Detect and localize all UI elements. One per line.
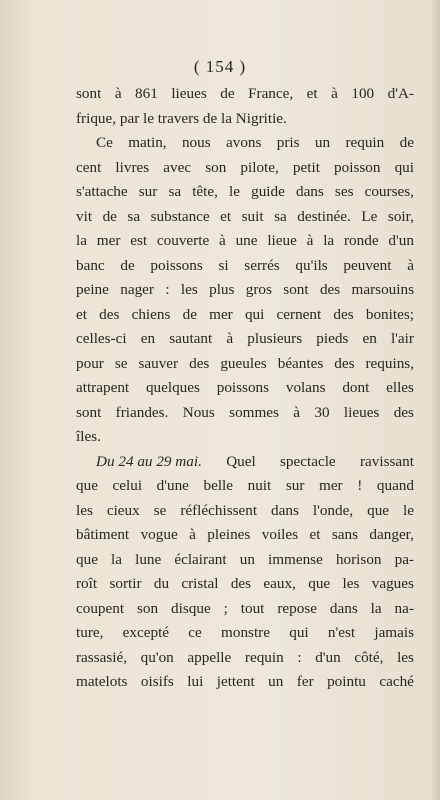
text-line: banc de poissons si serrés qu'ils peuvent à: [76, 256, 414, 274]
page-number-header: ( 154 ): [193, 57, 247, 76]
text-line: la mer est couverte à une lieue à la ronde d'un: [76, 232, 414, 249]
text-line: Ce matin, nous avons pris un requin de: [96, 134, 414, 151]
text-line: sont friandes. Nous sommes à 30 lieues des: [76, 403, 414, 421]
text-line: frique, par le travers de la Nigritie.: [76, 109, 287, 127]
text-line: que celui d'une belle nuit sur mer ! quand: [76, 477, 414, 494]
text-line: cent livres avec son pilote, petit poisson qui: [76, 158, 414, 176]
text-line: celles-ci en sautant à plusieurs pieds en l'air: [76, 330, 414, 347]
body-text: [76, 82, 414, 695]
text-line: que la lune éclairant un immense horison pa-: [76, 550, 414, 568]
text-line: bâtiment vogue à pleines voiles et sans danger,: [76, 526, 414, 543]
text-line: et des chiens de mer qui cernent des bonites;: [76, 305, 414, 323]
text-line: s'attache sur sa tête, le guide dans ses courses,: [76, 183, 414, 200]
text-line: pour se sauver des gueules béantes des requins,: [76, 354, 414, 372]
text-line: attrapent quelques poissons volans dont elles: [76, 379, 414, 396]
date-heading: Du 24 au 29 mai.: [96, 452, 202, 470]
text-line: roît sortir du cristal des eaux, que les vagues: [76, 575, 414, 592]
text-line: îles.: [76, 428, 101, 445]
text-line: les cieux se réfléchissent dans l'onde, que le: [76, 501, 414, 519]
text-line: Du 24 au 29 mai. Quel spectacle ravissant: [76, 450, 414, 475]
text-line: rassasié, qu'on appelle requin : d'un côté, les: [76, 648, 414, 666]
text-line: vit de sa substance et suit sa destinée. Le soir,: [76, 207, 414, 225]
text-line: peine nager : les plus gros sont des marsouins: [76, 281, 414, 298]
text-line: coupent son disque ; tout repose dans la na-: [76, 599, 414, 617]
text-line: ture, excepté ce monstre qui n'est jamais: [76, 624, 414, 641]
text-line: sont à 861 lieues de France, et à 100 d'A-: [76, 85, 414, 102]
text-line: matelots oisifs lui jettent un fer pointu caché: [76, 673, 414, 690]
page-edge: [432, 0, 440, 800]
